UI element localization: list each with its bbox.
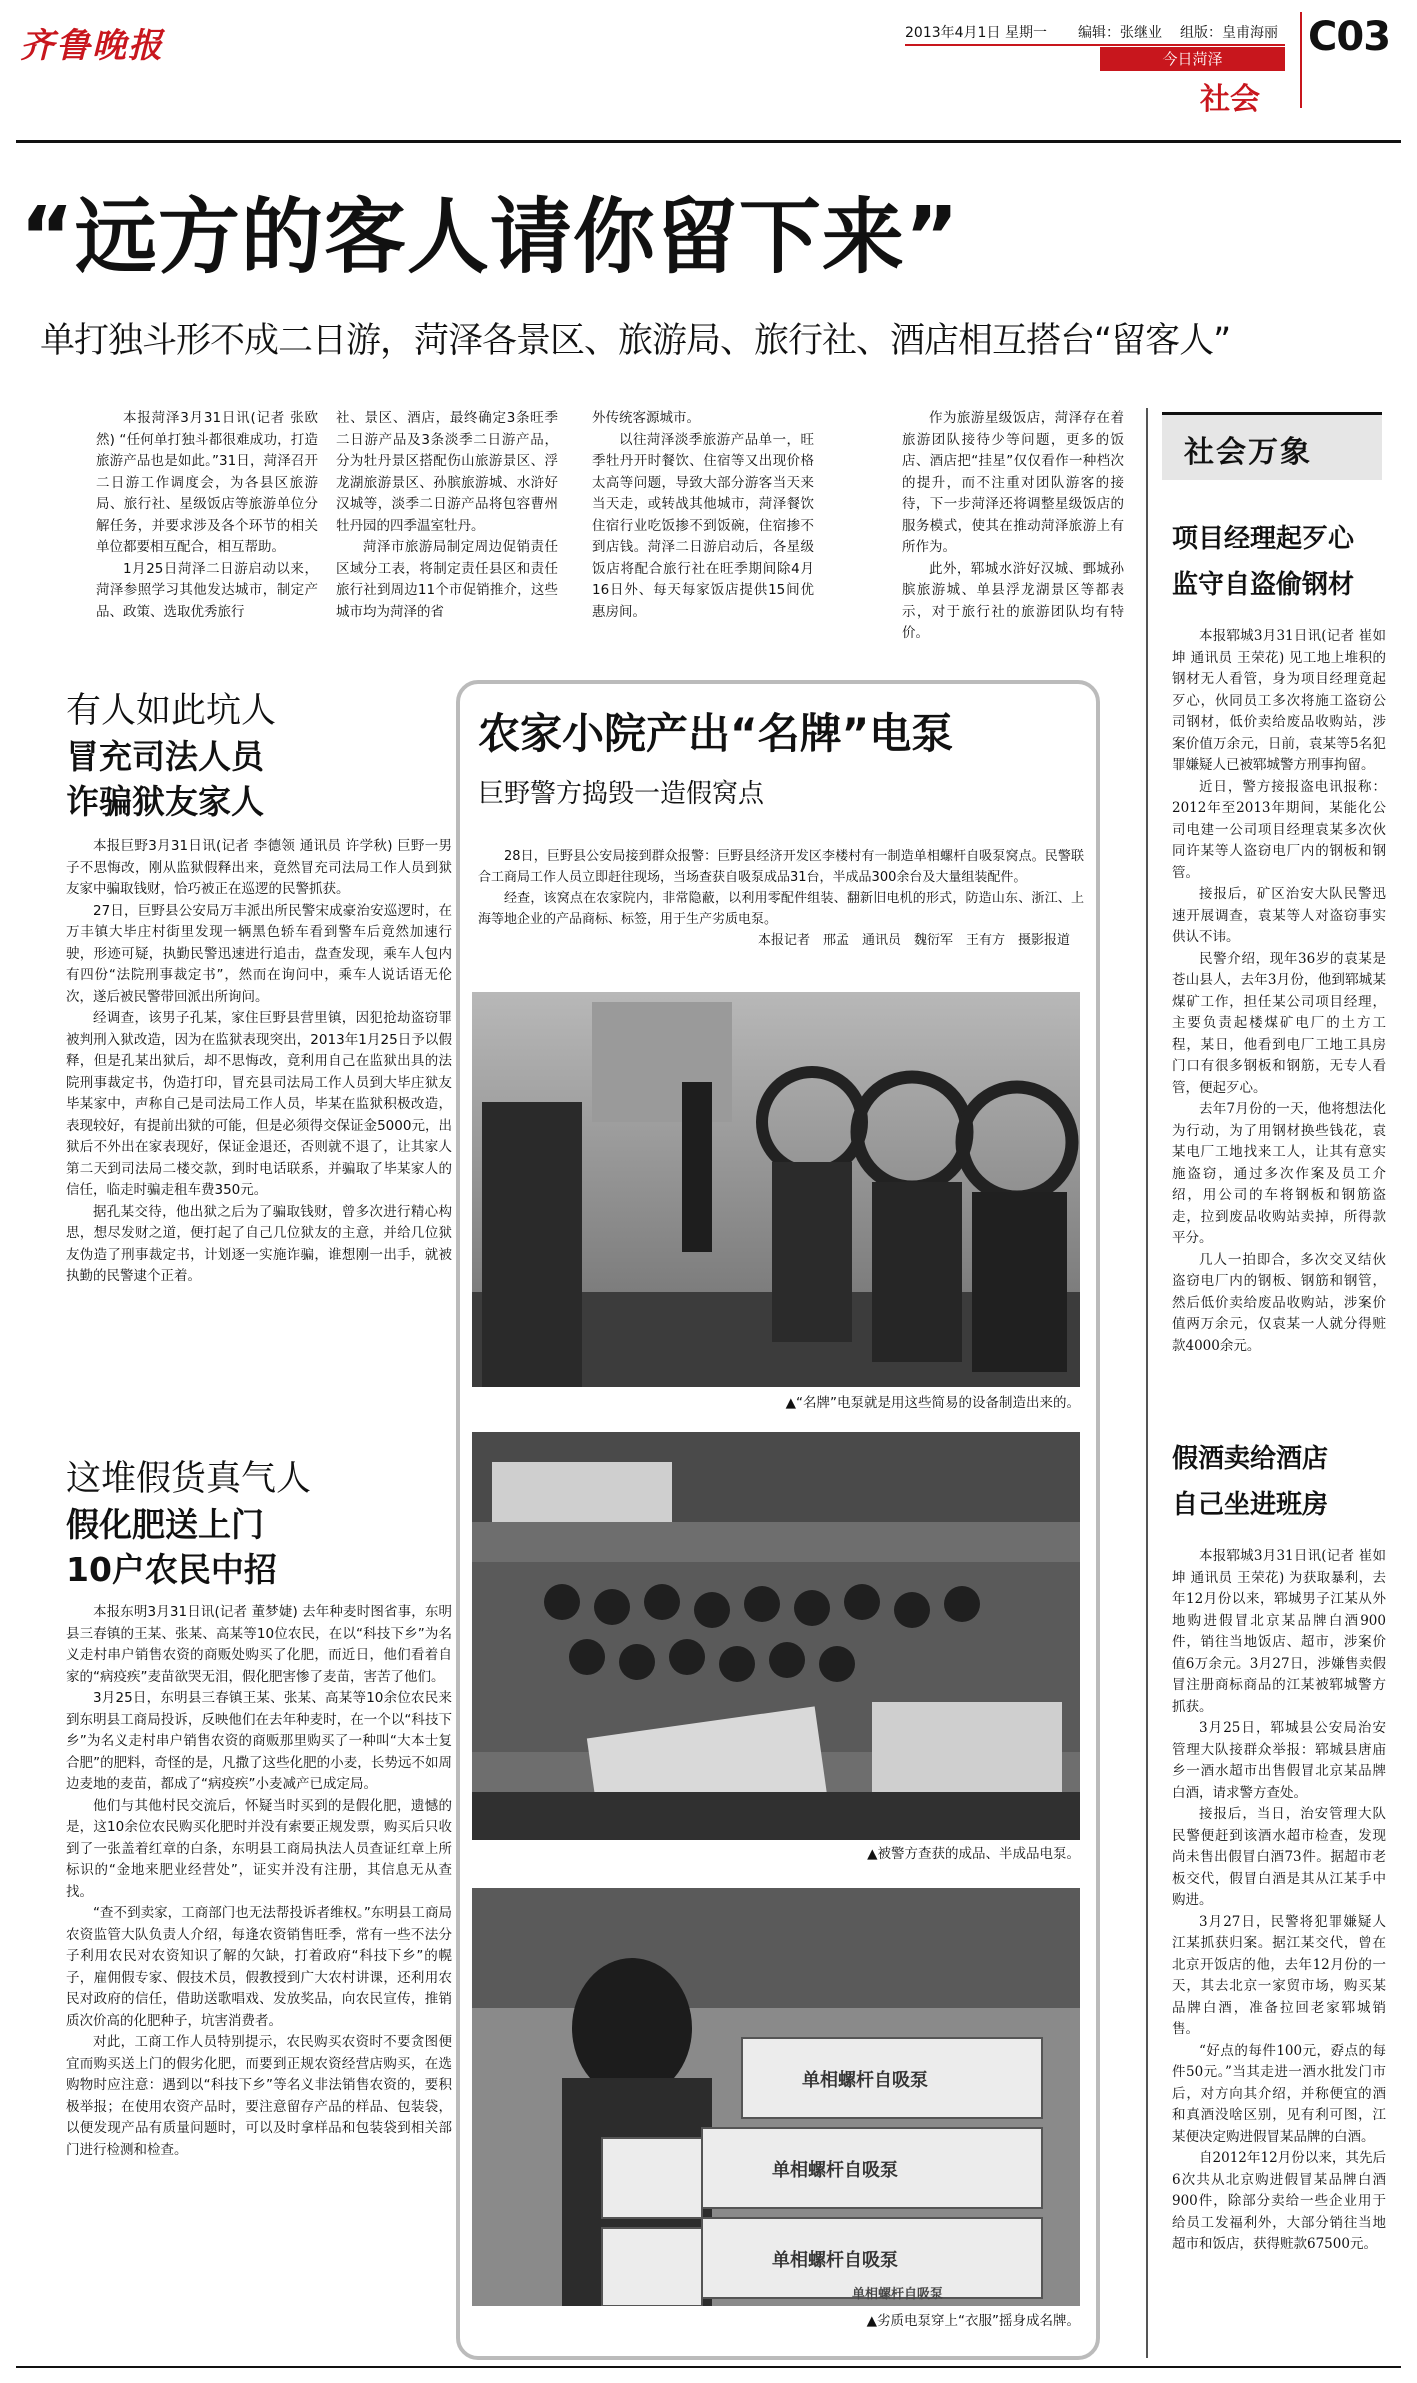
caption-workshop: ▲“名牌”电泵就是用这些简易的设备制造出来的。 (785, 1395, 1080, 1411)
photo-workshop-image (472, 992, 1080, 1387)
paragraph: 本报郓城3月31日讯(记者 崔如坤 通讯员 王荣花) 见工地上堆积的钢材无人看管，身为项目经理竟起歹心，伙同员工多次将施工盗窃公司钢材，低价卖给废品收购站，涉案价值万余元，日前，袁某等5名犯罪嫌疑人已被郓城警方刑事拘留。 (1172, 628, 1386, 773)
paragraph: 1月25日菏泽二日游启动以来，菏泽参照学习其他发达城市，制定产品、政策、选取优秀旅行 (96, 560, 318, 620)
story1-headline-line2: 诈骗狱友家人 (66, 782, 264, 821)
photo-truck (472, 1432, 1080, 1840)
story1-headline-line1: 冒充司法人员 (66, 737, 264, 776)
paragraph: 以往菏泽淡季旅游产品单一，旺季牡丹开时餐饮、住宿等又出现价格太高等问题，导致大部分游客当天来当天走，或转战其他城市，菏泽餐饮住宿行业吃饭掺不到饭碗，住宿掺不到店钱。菏泽二日游启动后，各星级饭店将配合旅行社在旺季期间除4月16日外、每天每家饭店提供15间优惠房间。 (592, 431, 814, 620)
sidebar-item2-body (1172, 1546, 1386, 2356)
story2-kicker: 这堆假货真气人 (66, 1459, 312, 1499)
sidebar-column-banner (1162, 412, 1382, 480)
feature-headline: 农家小院产出“名牌”电泵 (478, 709, 954, 758)
feature-intro (478, 846, 1084, 976)
paragraph: 经查，该窝点在农家院内，非常隐蔽，以利用零配件组装、翻新旧电机的形式，防造山东、浙江、上海等地企业的产品商标、标签，用于生产劣质电泵。 (478, 891, 1084, 927)
lead-headline: “远方的客人请你留下来” (20, 190, 960, 285)
paragraph: 接报后，矿区治安大队民警迅速开展调查，袁某等人对盗窃事实供认不讳。 (1172, 886, 1386, 945)
paragraph: 28日，巨野县公安局接到群众报警：巨野县经济开发区李楼村有一制造单相螺杆自吸泵窝点。民警联合工商局工作人员立即赶往现场，当场查获自吸泵成品31台，半成品300余台及大量组装配件。 (478, 849, 1084, 885)
lead-col-3 (592, 408, 814, 648)
lead-col-4 (902, 408, 1124, 648)
lead-subhead: 单打独斗形不成二日游，菏泽各景区、旅游局、旅行社、酒店相互搭台“留客人” (40, 321, 1231, 361)
paragraph: 民警介绍，现年36岁的袁某是苍山县人，去年3月份，他到郓城某煤矿工作，担任某公司项目经理，主要负责起楼煤矿电厂的土方工程，某日，他看到电厂工地工具房门口有很多钢板和钢筋，无专人看管，便起歹心。 (1172, 950, 1386, 1096)
story1-body (66, 836, 452, 1446)
paragraph: 3月25日，东明县三春镇王某、张某、高某等10余位农民来到东明县工商局投诉，反映他们在去年种麦时，在一个以“科技下乡”为名义走村串户销售农资的商贩那里购买了一种叫“大本士复合肥”的肥料，奇怪的是，凡撒了这些化肥的小麦，长势远不如周边麦地的麦苗，都成了“病疫疾”小麦减产已成定局。 (66, 1690, 452, 1792)
paragraph: 27日，巨野县公安局万丰派出所民警宋成豪治安巡逻时，在万丰镇大毕庄村街里发现一辆黑色轿车看到警车后竟然加速行驶，形迹可疑，执勤民警迅速进行追击，盘查发现，乘车人包内有四份“法院刑事裁定书”，然而在询问中，乘车人说话语无伦次，遂后被民警带回派出所询问。 (66, 902, 452, 1005)
masthead-weekday: 星期一 (1005, 25, 1047, 41)
paragraph: 3月27日，民警将犯罪嫌疑人江某抓获归案。据江某交代，曾在北京开饭店的他，去年12月份的一天，其去北京一家贸市场，购买某品牌白酒，准备拉回老家郓城销售。 (1172, 1913, 1386, 2037)
masthead-editor: 编辑：张继业 (1078, 25, 1162, 41)
masthead-date: 2013年4月1日 (905, 25, 1001, 41)
paragraph: 对此，工商工作人员特别提示，农民购买农资时不要贪图便宜而购买送上门的假劣化肥，而要到正规农资经营店购买，在选购物时应注意：遇到以“科技下乡”等名义非法销售农资的，要积极举报；在使用农资产品时，要注意留存产品的样品、包装袋，以便发现产品有质量问题时，可以及时拿样品和包装袋到相关部门进行检测和检查。 (66, 2034, 452, 2158)
caption-boxes: ▲劣质电泵穿上“衣服”摇身成名牌。 (866, 2313, 1080, 2329)
box-label: 单相螺杆自吸泵 (772, 2160, 898, 2181)
story2-headline-line1: 假化肥送上门 (66, 1505, 264, 1544)
lead-col-1 (96, 408, 318, 648)
paragraph: 接报后，当日，治安管理大队民警便赶到该酒水超市检查，发现尚未售出假冒白酒73件。据超市老板交代，假冒白酒是其从江某手中购进。 (1172, 1806, 1386, 1908)
photo-boxes-image (472, 1888, 1080, 2306)
section-tag: 今日菏泽 (1100, 47, 1285, 71)
paragraph: 本报菏泽3月31日讯(记者 张欧然) “任何单打独斗都很难成功，打造旅游产品也是如此。”31日，菏泽召开二日游工作调度会，为各县区旅游局、旅行社、星级饭店等旅游单位分解任务，并要求涉及各个环节的相关单位都要相互配合，相互帮助。 (96, 410, 318, 555)
caption-truck: ▲被警方查获的成品、半成品电泵。 (867, 1846, 1080, 1862)
paragraph: 几人一拍即合，多次交叉结伙盗窃电厂内的钢板、钢筋和钢管，然后低价卖给废品收购站，涉案价值两万余元，仅袁某一人就分得赃款4000余元。 (1172, 1251, 1386, 1354)
section-name: 社会 (1200, 82, 1260, 117)
paragraph: 据孔某交待，他出狱之后为了骗取钱财，曾多次进行精心构思，想尽发财之道，便打起了自己几位狱友的主意，并给几位狱友伪造了刑事裁定书，计划逐一实施诈骗，谁想刚一出手，就被执勤的民警逮个正着。 (66, 1203, 452, 1284)
paragraph: 菏泽市旅游局制定周边促销责任区域分工表，将制定责任县区和责任旅行社到周边11个市促销推介，这些城市均为菏泽的省 (336, 539, 558, 620)
masthead-rule (16, 140, 1401, 143)
masthead (0, 0, 1417, 118)
story2-body (66, 1602, 452, 2354)
paragraph: 作为旅游星级饭店，菏泽存在着旅游团队接待少等问题，更多的饭店、酒店把“挂星”仅仅看作一种档次的提升，而不注重对团队游客的接待，下一步菏泽还将调整星级饭店的服务模式，使其在推动菏泽旅游上有所作为。 (902, 410, 1124, 555)
photo-workshop (472, 992, 1080, 1387)
box-label: 单相螺杆自吸泵 (852, 2287, 944, 2302)
story1 (66, 688, 452, 824)
sidebar-column-name: 社会万象 (1184, 435, 1312, 470)
box-label: 单相螺杆自吸泵 (802, 2070, 928, 2091)
paragraph: 3月25日，郓城县公安局治安管理大队接群众举报：郓城县唐庙乡一酒水超市出售假冒北京某品牌白酒，请求警方查处。 (1172, 1720, 1386, 1801)
story1-kicker: 有人如此坑人 (66, 691, 277, 731)
sidebar-divider (1146, 408, 1148, 2358)
paragraph: “好点的每件100元，孬点的每件50元。”当其走进一酒水批发门市后，对方向其介绍，并称便宜的酒和真酒没啥区别，见有利可图，江某便决定购进假冒某品牌的白酒。 (1172, 2042, 1386, 2145)
sidebar-item1-headline-line1: 项目经理起歹心 (1172, 524, 1355, 554)
paragraph: 近日，警方接报盗电讯报称：2012年至2013年期间，某能化公司电建一公司项目经理袁某多次伙同许某等人盗窃电厂内的钢板和钢管。 (1172, 778, 1386, 881)
paragraph: 他们与其他村民交流后，怀疑当时买到的是假化肥，遗憾的是，这10余位农民购买化肥时并没有索要正规发票，购买后只收到了一张盖着红章的白条，东明县工商局执法人员查证红章上所标识的“金地来肥业经营处”，证实并没有注册，其信息无从查找。 (66, 1797, 452, 1900)
paragraph: “查不到卖家，工商部门也无法帮投诉者维权。”东明县工商局农资监管大队负责人介绍，每逢农资销售旺季，常有一些不法分子利用农民对农资知识了解的欠缺，打着政府“科技下乡”的幌子，雇佣假专家、假技术员，假教授到广大农村讲课，还利用农民对政府的信任，借助送歌唱戏、发放奖品，向农民宣传，推销质次价高的化肥种子，坑害消费者。 (66, 1905, 452, 2029)
paragraph: 经调查，该男子孔某，家住巨野县营里镇，因犯抢劫盗窃罪被判刑入狱改造，因为在监狱表现突出，2013年1月25日予以假释，但是孔某出狱后，却不思悔改，竟利用自己在监狱出具的法院刑事裁定书，伪造打印，冒充县司法局工作人员到大毕庄狱友毕某家中，声称自己是司法局工作人员，毕某在监狱积极改造，表现较好，有提前出狱的可能，但是必须得交保证金5000元，出狱后不外出在家表现好，保证金退还，否则就不退了，让其家人第二天到司法局二楼交款，到时电话联系，并骗取了毕某家人的信任，临走时骗走租车费350元。 (66, 1010, 452, 1198)
sidebar-item2-headline (1172, 1436, 1402, 1528)
story2 (66, 1456, 452, 1592)
photo-boxes (472, 1888, 1080, 2306)
paragraph: 去年7月份的一天，他将想法化为行动，为了用钢材换些钱花，袁某电厂工地找来工人，让其有意实施盗窃，通过多次作案及员工介绍，用公司的车将钢板和钢筋盗走，拉到废品收购站卖掉，所得款平分。 (1172, 1101, 1386, 1246)
page-number: C03 (1308, 14, 1391, 60)
story2-headline-line2: 10户农民中招 (66, 1550, 277, 1589)
sidebar-item1-headline-line2: 监守自盗偷钢材 (1172, 570, 1355, 600)
masthead-thin-rule (905, 44, 1285, 46)
feature-subhead: 巨野警方捣毁一造假窝点 (478, 779, 765, 809)
paragraph: 自2012年12月份以来，其先后6次共从北京购进假冒某品牌白酒900件，除部分卖给一些企业用于给员工发福利外，大部分销往当地超市和饭店，获得赃款67500元。 (1172, 2150, 1386, 2252)
sidebar-item1-headline (1172, 516, 1402, 608)
feature-byline: 本报记者 邢孟 通讯员 魏衍军 王有方 摄影报道 (757, 933, 1070, 948)
paragraph: 外传统客源城市。 (592, 410, 700, 426)
bottom-rule (16, 2366, 1401, 2368)
sidebar-item2-headline-line1: 假酒卖给酒店 (1172, 1444, 1329, 1474)
paragraph: 本报巨野3月31日讯(记者 李德领 通讯员 许学秋) 巨野一男子不思悔改，刚从监狱假释出来，竟然冒充司法局工作人员到狱友家中骗取钱财，恰巧被正在巡逻的民警抓获。 (66, 838, 452, 897)
lead-col-2 (336, 408, 558, 648)
paragraph: 本报东明3月31日讯(记者 董梦婕) 去年种麦时图省事，东明县三春镇的王某、张某、高某等10位农民，在以“科技下乡”为名义走村串户销售农资的商贩处购买了化肥，而近日，他们看着自家的“病疫疾”麦苗欲哭无泪，假化肥害惨了麦苗，害苦了他们。 (66, 1604, 452, 1685)
page-number-divider (1300, 12, 1302, 108)
paper-logo: 齐鲁晚报 (20, 26, 164, 66)
box-label: 单相螺杆自吸泵 (772, 2250, 898, 2271)
paragraph: 本报郓城3月31日讯(记者 崔如坤 通讯员 王荣花) 为获取暴利，去年12月份以来，郓城男子江某从外地购进假冒北京某品牌白酒900件，销往当地饭店、超市，涉案价值6万余元。3月27日，涉嫌售卖假冒注册商标商品的江某被郓城警方抓获。 (1172, 1548, 1386, 1715)
paragraph: 社、景区、酒店，最终确定3条旺季二日游产品及3条淡季二日游产品，分为牡丹景区搭配伤山旅游景区、浮龙湖旅游景区、孙膑旅游城、水浒好汉城等，淡季二日游产品将包容曹州牡丹园的四季温室牡丹。 (336, 410, 558, 534)
paragraph: 此外，郓城水浒好汉城、鄄城孙膑旅游城、单县浮龙湖景区等都表示，对于旅行社的旅游团队均有特价。 (902, 560, 1124, 641)
masthead-layout: 组版：皇甫海丽 (1180, 25, 1278, 41)
sidebar-item1-body (1172, 626, 1386, 1396)
photo-truck-image (472, 1432, 1080, 1840)
sidebar-item2-headline-line2: 自己坐进班房 (1172, 1490, 1329, 1520)
